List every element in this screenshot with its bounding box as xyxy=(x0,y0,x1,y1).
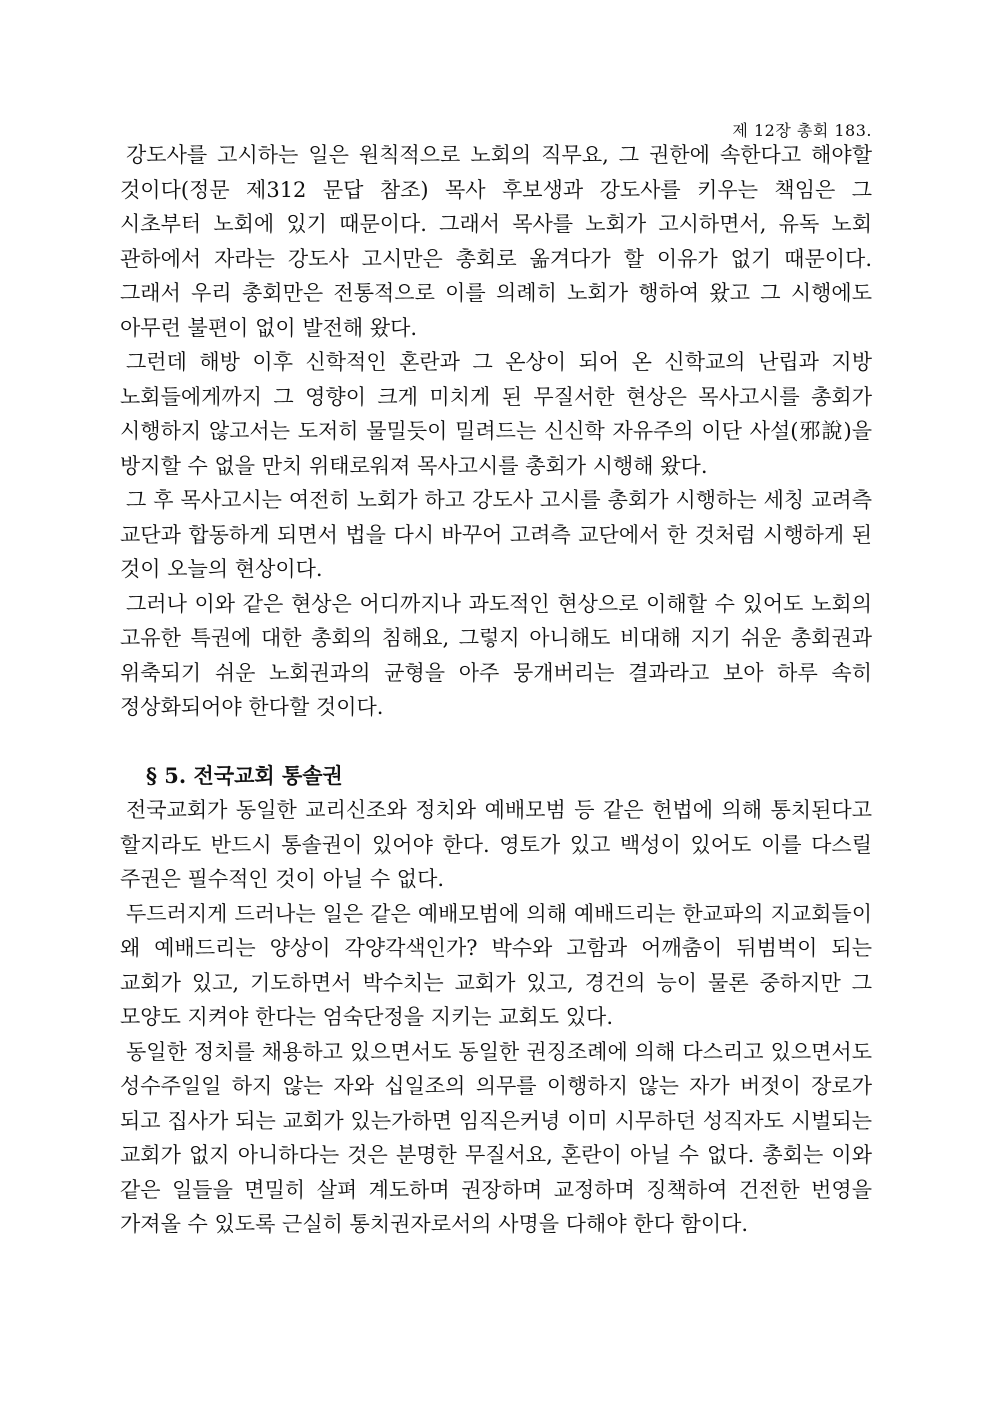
paragraph: 전국교회가 동일한 교리신조와 정치와 예배모범 등 같은 헌법에 의해 통치된다고 할지라도 반드시 통솔권이 있어야 한다. 영토가 있고 백성이 있어도 이를 다스릴 주권은 필수적인 것이 아닐 수 없다. xyxy=(120,798,872,891)
section-heading: § 5. 전국교회 통솔권 xyxy=(146,762,343,788)
page-header: 제 12장 총회 183. xyxy=(732,121,872,140)
document-body xyxy=(120,138,872,1242)
paragraph: 그러나 이와 같은 현상은 어디까지나 과도적인 현상으로 이해할 수 있어도 노회의 고유한 특권에 대한 총회의 침해요, 그렇지 아니해도 비대해 지기 쉬운 총회권과 위축되기 쉬운 노회권과의 균형을 아주 뭉개버리는 결과라고 보아 하루 속히 정상화되어야 한다할 것이다. xyxy=(120,591,872,719)
paragraph: 그 후 목사고시는 여전히 노회가 하고 강도사 고시를 총회가 시행하는 세칭 교려측 교단과 합동하게 되면서 법을 다시 바꾸어 고려측 교단에서 한 것처럼 시행하게 된 것이 오늘의 현상이다. xyxy=(120,488,872,581)
paragraph: 그런데 해방 이후 신학적인 혼란과 그 온상이 되어 온 신학교의 난립과 지방 노회들에게까지 그 영향이 크게 미치게 된 무질서한 현상은 목사고시를 총회가 시행하지 않고서는 도저히 물밀듯이 밀려드는 신신학 자유주의 이단 사설(邪說)을 방지할 수 없을 만치 위태로워져 목사고시를 총회가 시행해 왔다. xyxy=(120,350,872,478)
paragraph: 강도사를 고시하는 일은 원칙적으로 노회의 직무요, 그 권한에 속한다고 해야할 것이다(정문 제312 문답 참조) 목사 후보생과 강도사를 키우는 책임은 그 시초부터 노회에 있기 때문이다. 그래서 목사를 노회가 고시하면서, 유독 노회 관하에서 자라는 강도사 고시만은 총회로 옮겨다가 할 이유가 없기 때문이다. 그래서 우리 총회만은 전통적으로 이를 의례히 노회가 행하여 왔고 그 시행에도 아무런 불편이 없이 발전해 왔다. xyxy=(120,143,872,340)
section-gap xyxy=(120,725,872,759)
paragraph: 두드러지게 드러나는 일은 같은 예배모범에 의해 예배드리는 한교파의 지교회들이 왜 예배드리는 양상이 각양각색인가? 박수와 고함과 어깨춤이 뒤범벅이 되는 교회가 있고, 기도하면서 박수치는 교회가 있고, 경건의 능이 물론 중하지만 그 모양도 지켜야 한다는 엄숙단정을 지키는 교회도 있다. xyxy=(120,901,872,1029)
paragraph: 동일한 정치를 채용하고 있으면서도 동일한 권징조례에 의해 다스리고 있으면서도 성수주일일 하지 않는 자와 십일조의 의무를 이행하지 않는 자가 버젓이 장로가 되고 집사가 되는 교회가 있는가하면 임직은커녕 이미 시무하던 성직자도 시벌되는 교회가 없지 아니하다는 것은 분명한 무질서요, 혼란이 아닐 수 없다. 총회는 이와 같은 일들을 면밀히 살펴 계도하며 권장하며 교정하며 징책하여 건전한 번영을 가져올 수 있도록 근실히 통치권자로서의 사명을 다해야 한다 함이다. xyxy=(120,1039,872,1236)
